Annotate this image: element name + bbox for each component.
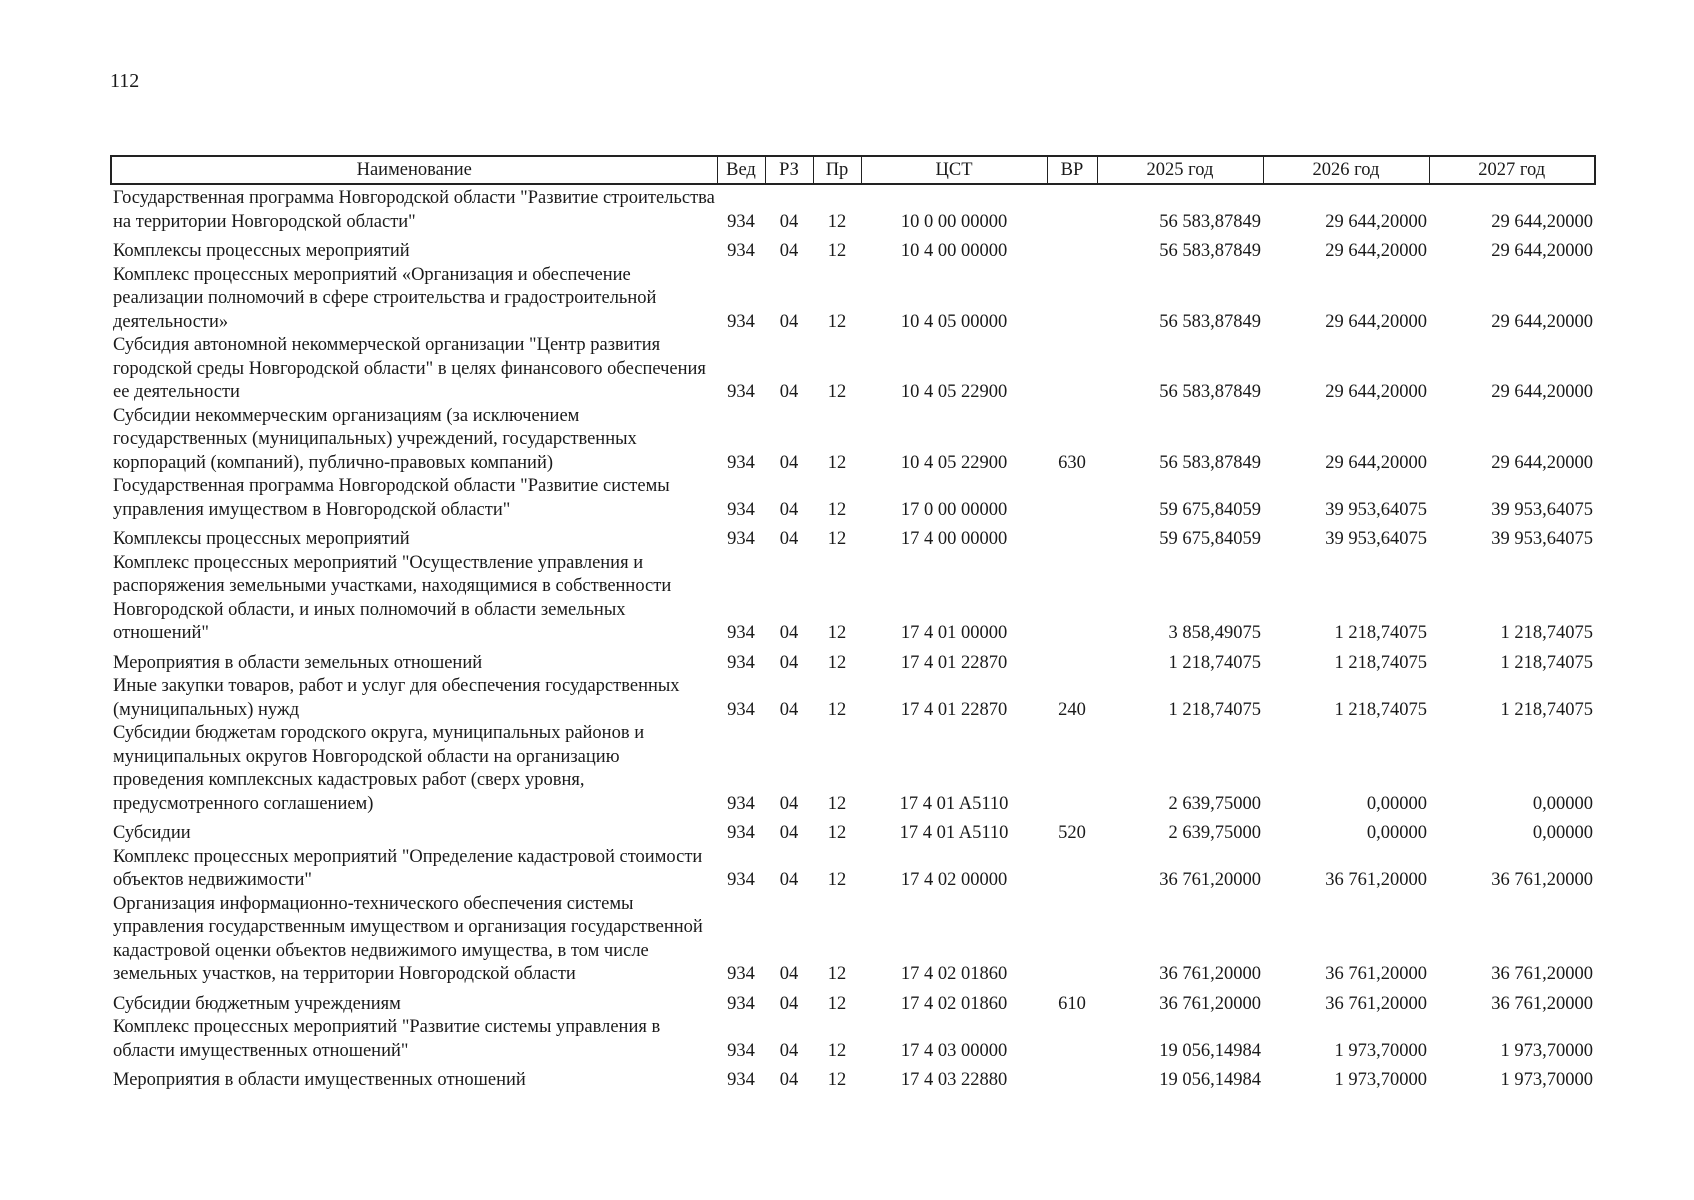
row-amount-2027: 1 973,70000 bbox=[1500, 1040, 1593, 1061]
row-amount-2026: 1 973,70000 bbox=[1334, 1070, 1427, 1090]
row-amount-2025: 56 583,87849 bbox=[1159, 311, 1261, 332]
row-ved: 934 bbox=[727, 382, 755, 402]
row-amount-2027: 0,00000 bbox=[1532, 793, 1593, 814]
row-ved: 934 bbox=[727, 452, 755, 473]
row-vr bbox=[1047, 722, 1097, 816]
row-amount-2027: 1 218,74075 bbox=[1500, 652, 1593, 673]
row-amount-2026: 29 644,20000 bbox=[1325, 311, 1427, 332]
header-cst: ЦСТ bbox=[861, 156, 1047, 184]
row-vr bbox=[1047, 475, 1097, 522]
row-vr bbox=[1047, 522, 1097, 552]
header-vr: ВР bbox=[1047, 156, 1097, 184]
row-pr: 12 bbox=[827, 1070, 847, 1090]
row-name: Мероприятия в области имущественных отношений bbox=[113, 1070, 526, 1090]
row-amount-2025: 1 218,74075 bbox=[1168, 699, 1261, 720]
table-row bbox=[111, 334, 1595, 405]
row-vr bbox=[1047, 1016, 1097, 1063]
row-ved: 934 bbox=[727, 499, 755, 520]
row-name: Субсидии bbox=[113, 823, 191, 843]
row-vr bbox=[1047, 234, 1097, 264]
row-amount-2026: 36 761,20000 bbox=[1325, 964, 1427, 984]
row-amount-2026: 29 644,20000 bbox=[1325, 382, 1427, 402]
row-cst: 10 0 00 00000 bbox=[900, 211, 1008, 232]
row-pr: 12 bbox=[827, 652, 847, 673]
row-amount-2026: 0,00000 bbox=[1366, 793, 1427, 814]
row-vr: 630 bbox=[1058, 452, 1086, 473]
row-pr: 12 bbox=[827, 793, 847, 814]
row-vr: 520 bbox=[1058, 823, 1086, 843]
row-pr: 12 bbox=[827, 1040, 847, 1061]
table-row bbox=[111, 675, 1595, 722]
row-amount-2025: 3 858,49075 bbox=[1168, 623, 1261, 643]
row-pr: 12 bbox=[827, 823, 847, 843]
table-header-row bbox=[111, 156, 1595, 184]
header-2027: 2027 год bbox=[1429, 156, 1595, 184]
row-name: Иные закупки товаров, работ и услуг для обеспечения государственных (муниципальных) нужд bbox=[113, 676, 680, 720]
table-row bbox=[111, 987, 1595, 1017]
row-cst: 17 4 03 22880 bbox=[900, 1070, 1008, 1090]
row-ved: 934 bbox=[727, 529, 755, 549]
row-amount-2027: 29 644,20000 bbox=[1491, 311, 1593, 332]
row-vr bbox=[1047, 552, 1097, 646]
row-amount-2025: 59 675,84059 bbox=[1159, 499, 1261, 520]
row-amount-2026: 39 953,64075 bbox=[1325, 529, 1427, 549]
row-cst: 17 4 01 A5110 bbox=[899, 793, 1009, 814]
row-cst: 17 4 02 00000 bbox=[900, 870, 1008, 890]
row-amount-2027: 36 761,20000 bbox=[1491, 993, 1593, 1014]
row-ved: 934 bbox=[727, 870, 755, 890]
row-amount-2026: 1 973,70000 bbox=[1334, 1040, 1427, 1061]
table-row bbox=[111, 722, 1595, 816]
row-ved: 934 bbox=[727, 793, 755, 814]
row-name: Субсидии бюджетным учреждениям bbox=[113, 993, 401, 1014]
row-rz: 04 bbox=[779, 793, 799, 814]
header-name: Наименование bbox=[111, 156, 717, 184]
row-cst: 17 4 00 00000 bbox=[900, 529, 1008, 549]
row-rz: 04 bbox=[779, 452, 799, 473]
row-amount-2027: 39 953,64075 bbox=[1491, 499, 1593, 520]
row-name: Мероприятия в области земельных отношений bbox=[113, 652, 483, 673]
row-ved: 934 bbox=[727, 1070, 755, 1090]
row-vr bbox=[1047, 646, 1097, 676]
row-rz: 04 bbox=[779, 382, 799, 402]
row-cst: 17 4 02 01860 bbox=[900, 993, 1008, 1014]
row-vr bbox=[1047, 1063, 1097, 1093]
row-amount-2026: 39 953,64075 bbox=[1325, 499, 1427, 520]
row-amount-2027: 36 761,20000 bbox=[1491, 964, 1593, 984]
row-ved: 934 bbox=[727, 211, 755, 232]
row-amount-2025: 19 056,14984 bbox=[1159, 1040, 1261, 1061]
row-cst: 17 4 01 A5110 bbox=[899, 823, 1009, 843]
row-amount-2026: 36 761,20000 bbox=[1325, 993, 1427, 1014]
row-vr bbox=[1047, 893, 1097, 987]
row-pr: 12 bbox=[827, 499, 847, 520]
row-ved: 934 bbox=[727, 1040, 755, 1061]
row-amount-2027: 29 644,20000 bbox=[1491, 241, 1593, 261]
row-cst: 17 4 03 00000 bbox=[900, 1040, 1008, 1061]
row-pr: 12 bbox=[827, 529, 847, 549]
table-row bbox=[111, 522, 1595, 552]
row-amount-2026: 1 218,74075 bbox=[1334, 623, 1427, 643]
row-amount-2027: 1 218,74075 bbox=[1500, 623, 1593, 643]
row-amount-2027: 29 644,20000 bbox=[1491, 382, 1593, 402]
header-2025: 2025 год bbox=[1097, 156, 1263, 184]
page-number: 112 bbox=[110, 70, 140, 92]
row-vr bbox=[1047, 184, 1097, 234]
row-name: Комплексы процессных мероприятий bbox=[113, 241, 410, 261]
table-row bbox=[111, 184, 1595, 234]
row-amount-2026: 29 644,20000 bbox=[1325, 452, 1427, 473]
row-rz: 04 bbox=[779, 699, 799, 720]
row-pr: 12 bbox=[827, 452, 847, 473]
row-cst: 17 0 00 00000 bbox=[900, 499, 1008, 520]
row-name: Комплекс процессных мероприятий "Определение кадастровой стоимости объектов недвижимости" bbox=[113, 846, 703, 890]
table-row bbox=[111, 405, 1595, 476]
row-amount-2025: 36 761,20000 bbox=[1159, 964, 1261, 984]
table-row bbox=[111, 646, 1595, 676]
row-amount-2027: 0,00000 bbox=[1532, 823, 1593, 843]
row-ved: 934 bbox=[727, 241, 755, 261]
row-ved: 934 bbox=[727, 652, 755, 673]
row-ved: 934 bbox=[727, 964, 755, 984]
row-amount-2027: 1 218,74075 bbox=[1500, 699, 1593, 720]
row-name: Государственная программа Новгородской области "Развитие системы управления имуществом в Новгородской области" bbox=[113, 476, 670, 520]
row-amount-2027: 29 644,20000 bbox=[1491, 452, 1593, 473]
row-cst: 10 4 05 22900 bbox=[900, 452, 1008, 473]
row-name: Комплексы процессных мероприятий bbox=[113, 529, 410, 549]
row-amount-2025: 2 639,75000 bbox=[1168, 793, 1261, 814]
row-name: Комплекс процессных мероприятий «Организация и обеспечение реализации полномочий в сфере строительства и градостроительной деятельности» bbox=[113, 264, 657, 332]
table-row bbox=[111, 816, 1595, 846]
row-pr: 12 bbox=[827, 964, 847, 984]
row-rz: 04 bbox=[779, 1040, 799, 1061]
row-cst: 17 4 02 01860 bbox=[900, 964, 1008, 984]
row-pr: 12 bbox=[827, 311, 847, 332]
row-ved: 934 bbox=[727, 823, 755, 843]
row-cst: 17 4 01 00000 bbox=[900, 623, 1008, 643]
row-ved: 934 bbox=[727, 993, 755, 1014]
row-pr: 12 bbox=[827, 699, 847, 720]
row-amount-2025: 56 583,87849 bbox=[1159, 382, 1261, 402]
row-pr: 12 bbox=[827, 211, 847, 232]
table-row bbox=[111, 475, 1595, 522]
table-row bbox=[111, 1063, 1595, 1093]
row-vr bbox=[1047, 264, 1097, 335]
row-rz: 04 bbox=[779, 870, 799, 890]
row-amount-2025: 56 583,87849 bbox=[1159, 211, 1261, 232]
header-pr: Пр bbox=[813, 156, 861, 184]
row-pr: 12 bbox=[827, 241, 847, 261]
header-rz: РЗ bbox=[765, 156, 813, 184]
header-ved: Вед bbox=[717, 156, 765, 184]
row-pr: 12 bbox=[827, 993, 847, 1014]
table-row bbox=[111, 552, 1595, 646]
row-name: Государственная программа Новгородской области "Развитие строительства на территории Новгородской области" bbox=[113, 188, 715, 232]
row-amount-2025: 59 675,84059 bbox=[1159, 529, 1261, 549]
row-ved: 934 bbox=[727, 699, 755, 720]
row-amount-2025: 1 218,74075 bbox=[1168, 652, 1261, 673]
row-rz: 04 bbox=[779, 211, 799, 232]
row-amount-2026: 29 644,20000 bbox=[1325, 241, 1427, 261]
row-amount-2025: 56 583,87849 bbox=[1159, 241, 1261, 261]
budget-table bbox=[110, 155, 1596, 1093]
row-amount-2027: 39 953,64075 bbox=[1491, 529, 1593, 549]
row-amount-2027: 29 644,20000 bbox=[1491, 211, 1593, 232]
table-row bbox=[111, 264, 1595, 335]
row-pr: 12 bbox=[827, 870, 847, 890]
row-name: Субсидии некоммерческим организациям (за исключением государственных (муниципальных) учреждений, государственных корпораций (компаний), публично-правовых компаний) bbox=[113, 405, 637, 473]
row-name: Организация информационно-технического обеспечения системы управления государственным имуществом и организация государственной кадастровой оценки объектов недвижимого имущества, в том числе земельных участков, на территории Новгородской области bbox=[113, 893, 703, 984]
row-name: Субсидия автономной некоммерческой организации "Центр развития городской среды Новгородской области" в целях финансового обеспечения ее деятельности bbox=[113, 335, 706, 402]
table-row bbox=[111, 234, 1595, 264]
row-rz: 04 bbox=[779, 499, 799, 520]
row-amount-2027: 36 761,20000 bbox=[1491, 870, 1593, 890]
row-cst: 10 4 00 00000 bbox=[900, 241, 1008, 261]
table-row bbox=[111, 893, 1595, 987]
row-pr: 12 bbox=[827, 623, 847, 643]
row-rz: 04 bbox=[779, 311, 799, 332]
row-cst: 17 4 01 22870 bbox=[900, 652, 1008, 673]
row-rz: 04 bbox=[779, 529, 799, 549]
row-rz: 04 bbox=[779, 823, 799, 843]
row-amount-2026: 1 218,74075 bbox=[1334, 699, 1427, 720]
row-pr: 12 bbox=[827, 382, 847, 402]
row-vr: 610 bbox=[1058, 993, 1086, 1014]
row-amount-2025: 36 761,20000 bbox=[1159, 993, 1261, 1014]
row-rz: 04 bbox=[779, 241, 799, 261]
table-row bbox=[111, 846, 1595, 893]
row-amount-2025: 2 639,75000 bbox=[1168, 823, 1261, 843]
row-vr bbox=[1047, 334, 1097, 405]
row-amount-2026: 36 761,20000 bbox=[1325, 870, 1427, 890]
row-name: Комплекс процессных мероприятий "Осуществление управления и распоряжения земельными участками, находящимися в собственности Новгородской области, и иных полномочий в области земельных отношений" bbox=[113, 552, 672, 643]
row-rz: 04 bbox=[779, 652, 799, 673]
row-amount-2026: 29 644,20000 bbox=[1325, 211, 1427, 232]
row-amount-2026: 0,00000 bbox=[1366, 823, 1427, 843]
row-vr bbox=[1047, 846, 1097, 893]
row-ved: 934 bbox=[727, 623, 755, 643]
row-cst: 10 4 05 22900 bbox=[900, 382, 1008, 402]
row-rz: 04 bbox=[779, 964, 799, 984]
row-cst: 10 4 05 00000 bbox=[900, 311, 1008, 332]
row-amount-2025: 56 583,87849 bbox=[1159, 452, 1261, 473]
row-amount-2025: 36 761,20000 bbox=[1159, 870, 1261, 890]
row-name: Субсидии бюджетам городского округа, муниципальных районов и муниципальных округов Новгородской области на организацию проведения комплексных кадастровых работ (сверх уровня, предусмотренного соглашением) bbox=[113, 723, 645, 814]
header-2026: 2026 год bbox=[1263, 156, 1429, 184]
row-rz: 04 bbox=[779, 1070, 799, 1090]
row-name: Комплекс процессных мероприятий "Развитие системы управления в области имущественных отношений" bbox=[113, 1017, 661, 1061]
row-cst: 17 4 01 22870 bbox=[900, 699, 1008, 720]
row-amount-2025: 19 056,14984 bbox=[1159, 1070, 1261, 1090]
row-rz: 04 bbox=[779, 993, 799, 1014]
row-amount-2027: 1 973,70000 bbox=[1500, 1070, 1593, 1090]
row-vr: 240 bbox=[1058, 699, 1086, 720]
row-ved: 934 bbox=[727, 311, 755, 332]
row-rz: 04 bbox=[779, 623, 799, 643]
table-row bbox=[111, 1016, 1595, 1063]
row-amount-2026: 1 218,74075 bbox=[1334, 652, 1427, 673]
